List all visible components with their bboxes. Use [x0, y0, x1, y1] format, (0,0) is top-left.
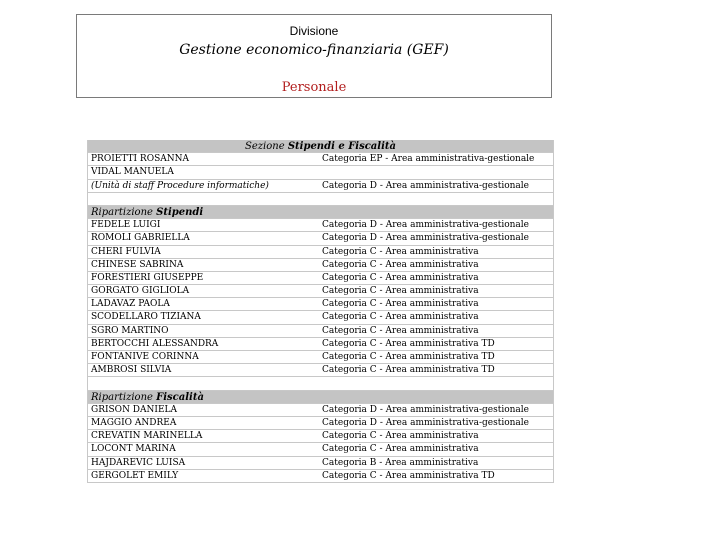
staff-name: SCODELLARO TIZIANA	[91, 312, 201, 323]
staff-name: LOCONT MARINA	[91, 444, 176, 455]
section-staff-rows	[88, 153, 553, 193]
staff-category: Categoria C - Area amministrativa	[322, 299, 479, 310]
staff-category: Categoria C - Area amministrativa	[322, 272, 479, 283]
staff-category: Categoria C - Area amministrativa TD	[322, 338, 495, 349]
staff-name: CHINESE SABRINA	[91, 259, 184, 270]
group-title-stipendi	[88, 206, 553, 219]
staff-category: Categoria C - Area amministrativa TD	[322, 352, 495, 362]
group-title-fiscalita	[88, 391, 553, 404]
staff-row	[88, 338, 553, 351]
staff-name: FONTANIVE CORINNA	[91, 352, 199, 362]
staff-row	[88, 180, 553, 193]
group-title-name: Fiscalità	[156, 391, 204, 403]
staff-name: GORGATO GIGLIOLA	[91, 286, 190, 297]
staff-row	[88, 417, 553, 430]
division-label: Divisione	[289, 24, 339, 38]
staff-name: PROIETTI ROSANNA	[91, 154, 189, 165]
staff-table	[87, 140, 554, 483]
staff-category: Categoria C - Area amministrativa	[322, 246, 479, 257]
staff-category: Categoria EP - Area amministrativa-gestionale	[322, 154, 535, 165]
staff-row	[88, 153, 553, 166]
fiscalita-staff-rows	[88, 404, 553, 483]
group-title-prefix: Ripartizione	[91, 206, 153, 218]
section-heading: Personale	[281, 80, 347, 95]
staff-category: Categoria D - Area amministrativa-gestionale	[322, 417, 529, 428]
staff-name: CREVATIN MARINELLA	[91, 431, 203, 442]
staff-category: Categoria C - Area amministrativa	[322, 431, 479, 442]
staff-category: Categoria C - Area amministrativa	[322, 286, 479, 297]
staff-row	[88, 272, 553, 285]
section-title-name: Stipendi e Fiscalità	[287, 141, 396, 152]
staff-name: SGRO MARTINO	[91, 325, 169, 336]
staff-category: Categoria B - Area amministrativa	[322, 457, 479, 468]
spacer-row	[88, 193, 553, 206]
spacer-row	[88, 377, 553, 390]
staff-name: ROMOLI GABRIELLA	[91, 233, 190, 244]
staff-name: GRISON DANIELA	[91, 404, 177, 415]
staff-category: Categoria C - Area amministrativa	[322, 312, 479, 323]
staff-name: VIDAL MANUELA	[91, 167, 174, 178]
staff-row	[88, 404, 553, 417]
staff-category: Categoria D - Area amministrativa-gestionale	[322, 220, 529, 231]
staff-name: BERTOCCHI ALESSANDRA	[91, 338, 219, 349]
staff-row	[88, 457, 553, 470]
staff-category: Categoria D - Area amministrativa-gestionale	[322, 180, 529, 191]
staff-name: HAJDAREVIC LUISA	[91, 457, 186, 468]
staff-name: LADAVAZ PAOLA	[91, 299, 170, 310]
group-title-prefix: Ripartizione	[91, 391, 153, 403]
staff-name: CHERI FULVIA	[91, 246, 161, 257]
staff-name: GERGOLET EMILY	[91, 470, 179, 481]
staff-row	[88, 259, 553, 272]
staff-row	[88, 325, 553, 338]
staff-row	[88, 364, 553, 377]
staff-name: MAGGIO ANDREA	[91, 417, 177, 428]
staff-row	[88, 232, 553, 245]
staff-category: Categoria D - Area amministrativa-gestionale	[322, 404, 529, 415]
group-title-name: Stipendi	[156, 206, 204, 218]
staff-row	[88, 166, 553, 179]
staff-category: Categoria C - Area amministrativa TD	[322, 365, 495, 376]
section-title-prefix: Sezione	[245, 141, 285, 152]
staff-row	[88, 298, 553, 311]
staff-name: (Unità di staff Procedure informatiche)	[91, 180, 269, 191]
section-title-row	[88, 140, 553, 153]
staff-row	[88, 219, 553, 232]
staff-row	[88, 351, 553, 364]
division-header-box	[76, 14, 552, 98]
staff-category: Categoria C - Area amministrativa	[322, 325, 479, 336]
staff-name: AMBROSI SILVIA	[91, 365, 172, 376]
staff-row	[88, 285, 553, 298]
staff-row	[88, 443, 553, 456]
staff-row	[88, 470, 553, 483]
staff-category: Categoria C - Area amministrativa	[322, 259, 479, 270]
staff-category: Categoria D - Area amministrativa-gestionale	[322, 233, 529, 244]
staff-name: FEDELE LUIGI	[91, 220, 161, 231]
staff-row	[88, 246, 553, 259]
staff-row	[88, 311, 553, 324]
staff-category: Categoria C - Area amministrativa	[322, 444, 479, 455]
staff-row	[88, 430, 553, 443]
staff-name: FORESTIERI GIUSEPPE	[91, 272, 204, 283]
staff-category: Categoria C - Area amministrativa TD	[322, 470, 495, 481]
division-title: Gestione economico-finanziaria (GEF)	[179, 42, 449, 58]
stipendi-staff-rows	[88, 219, 553, 377]
